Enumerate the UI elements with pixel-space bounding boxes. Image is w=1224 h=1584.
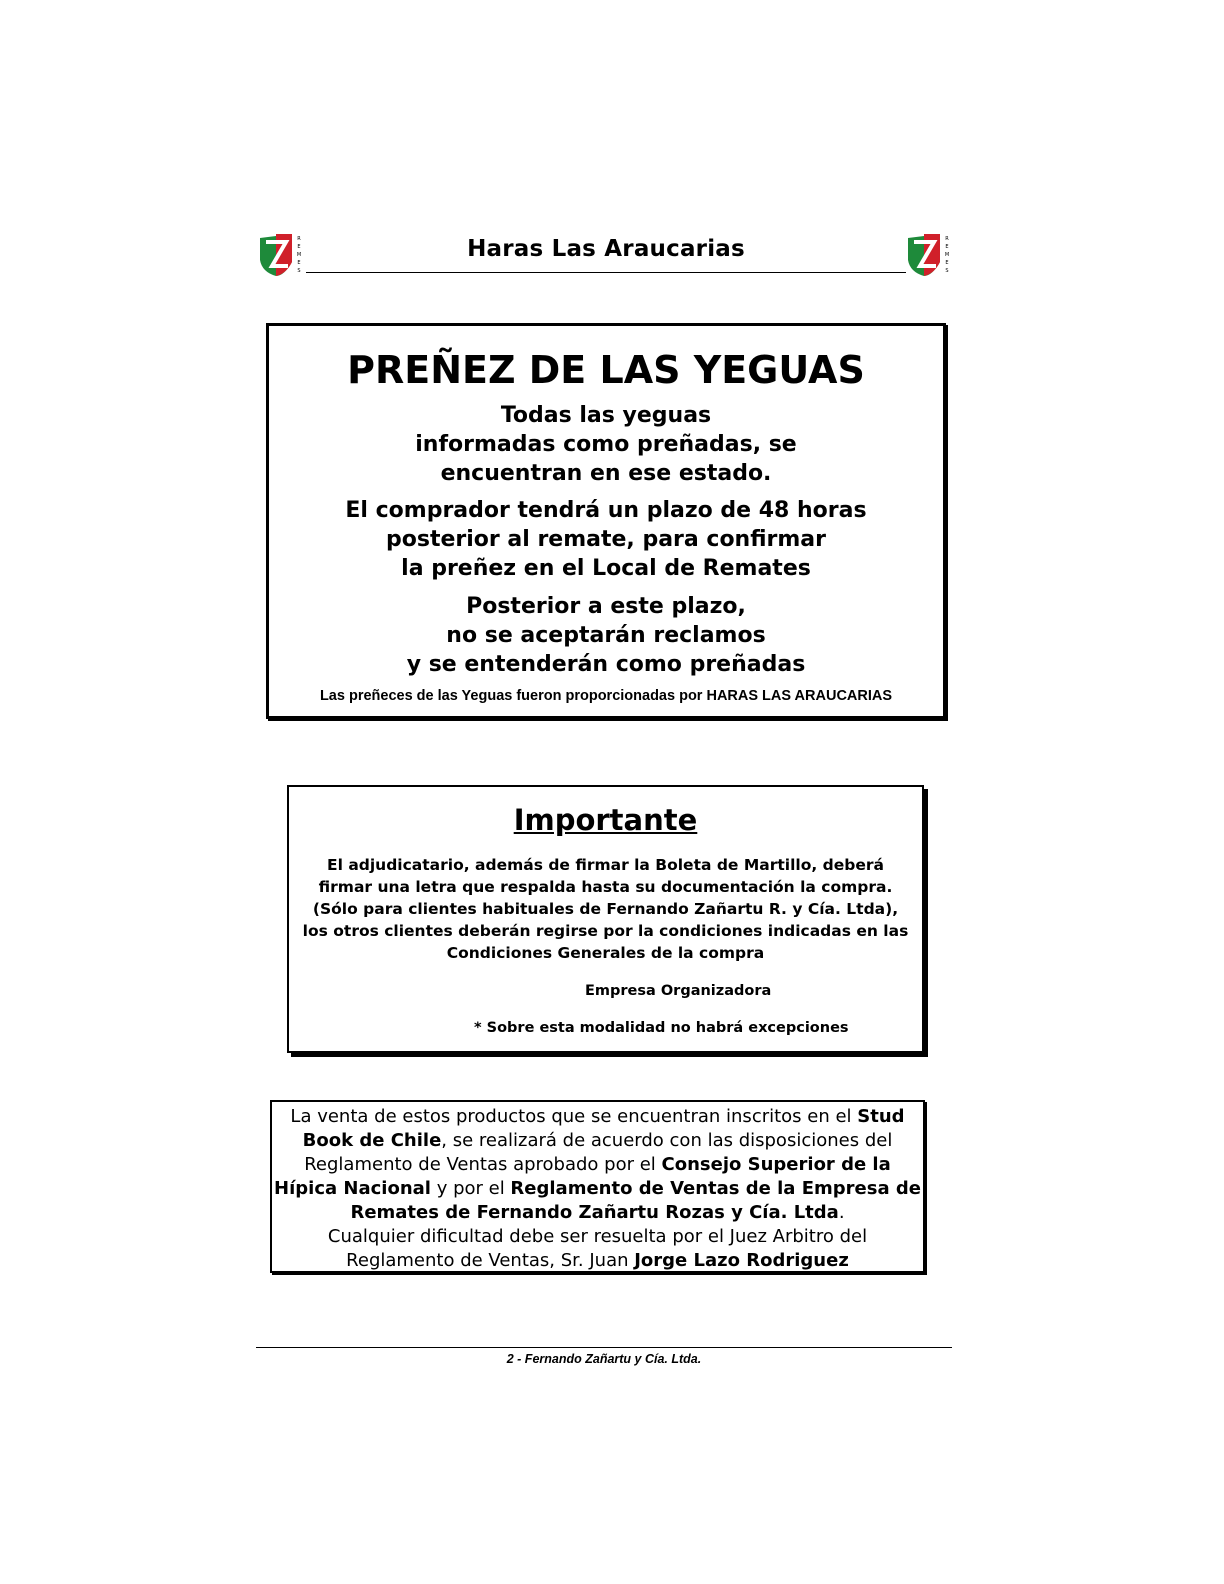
text-line (272, 1129, 923, 1153)
text-line: informadas como preñadas, se (415, 432, 797, 457)
svg-text:S: S (945, 268, 949, 274)
text-line: (Sólo para clientes habituales de Fernando Zañartu R. y Cía. Ltda), (312, 900, 899, 918)
text-run: Book de Chile (302, 1130, 442, 1151)
text-line (272, 1105, 923, 1129)
pregnancy-paragraph-2 (269, 496, 943, 583)
text-line: y se entenderán como preñadas (406, 652, 806, 677)
text-run: , se realizará de acuerdo con las disposiciones del (441, 1130, 893, 1151)
pregnancy-source-note: Las preñeces de las Yeguas fueron proporcionadas por HARAS LAS ARAUCARIAS (319, 688, 893, 704)
important-notice-box (287, 785, 924, 1053)
svg-text:E: E (945, 244, 949, 250)
page-footer: 2 - Fernando Zañartu y Cía. Ltda. (506, 1352, 702, 1366)
footer-divider (256, 1347, 952, 1348)
text-line: Posterior a este plazo, (466, 594, 746, 619)
text-run: . (838, 1202, 845, 1223)
pregnancy-notice-box (266, 323, 946, 719)
text-line: posterior al remate, para confirmar (386, 527, 826, 552)
page-header (256, 228, 956, 280)
exceptions-note: * Sobre esta modalidad no habrá excepciones (474, 1020, 849, 1036)
text-run: Reglamento de Ventas aprobado por el (304, 1154, 662, 1175)
text-line: firmar una letra que respalda hasta su documentación la compra. (318, 878, 893, 896)
svg-text:E: E (297, 260, 301, 266)
header-divider (306, 272, 906, 273)
text-line: Cualquier dificultad debe ser resuelta por el Juez Arbitro del (327, 1226, 868, 1247)
svg-text:E: E (297, 244, 301, 250)
text-run: Stud (857, 1106, 905, 1127)
svg-text:R: R (945, 236, 949, 242)
text-line: Todas las yeguas (500, 403, 712, 428)
svg-text:S: S (297, 268, 301, 274)
text-line (272, 1201, 923, 1225)
text-run: Reglamento de Ventas, Sr. Juan (346, 1250, 635, 1271)
text-line: El adjudicatario, además de firmar la Boleta de Martillo, deberá (327, 856, 884, 874)
svg-text:M: M (296, 252, 302, 258)
svg-text:M: M (944, 252, 950, 258)
text-run: Consejo Superior de la (661, 1154, 891, 1175)
svg-text:R: R (297, 236, 301, 242)
pregnancy-paragraph-3 (269, 592, 943, 679)
svg-text:E: E (945, 260, 949, 266)
pregnancy-paragraph-1 (269, 401, 943, 488)
text-line: El comprador tendrá un plazo de 48 horas (345, 498, 867, 523)
zañartu-logo-icon (906, 232, 952, 278)
sale-regulations-text (272, 1105, 923, 1273)
organizer-label: Empresa Organizadora (585, 983, 772, 999)
text-line (272, 1153, 923, 1177)
text-line (272, 1249, 923, 1273)
text-line: encuentran en ese estado. (440, 461, 772, 486)
important-body (289, 854, 922, 964)
text-line (272, 1177, 923, 1201)
text-run: Reglamento de Ventas de la Empresa de (510, 1178, 921, 1199)
pregnancy-title: PREÑEZ DE LAS YEGUAS (347, 348, 865, 392)
zañartu-logo-icon (258, 232, 304, 278)
text-line: la preñez en el Local de Remates (401, 556, 811, 581)
important-title: Importante (513, 803, 698, 837)
text-run: Jorge Lazo Rodriguez (634, 1250, 849, 1271)
text-run: Hípica Nacional (274, 1178, 431, 1199)
sale-regulations-box (270, 1100, 925, 1273)
text-run: Remates de Fernando Zañartu Rozas y Cía. Ltda (350, 1202, 839, 1223)
page-title: Haras Las Araucarias (467, 236, 745, 262)
text-line: Condiciones Generales de la compra (446, 944, 765, 962)
text-line: no se aceptarán reclamos (446, 623, 766, 648)
text-run: La venta de estos productos que se encuentran inscritos en el (290, 1106, 858, 1127)
text-run: y por el (430, 1178, 511, 1199)
text-line: los otros clientes deberán regirse por la condiciones indicadas en las (302, 922, 909, 940)
